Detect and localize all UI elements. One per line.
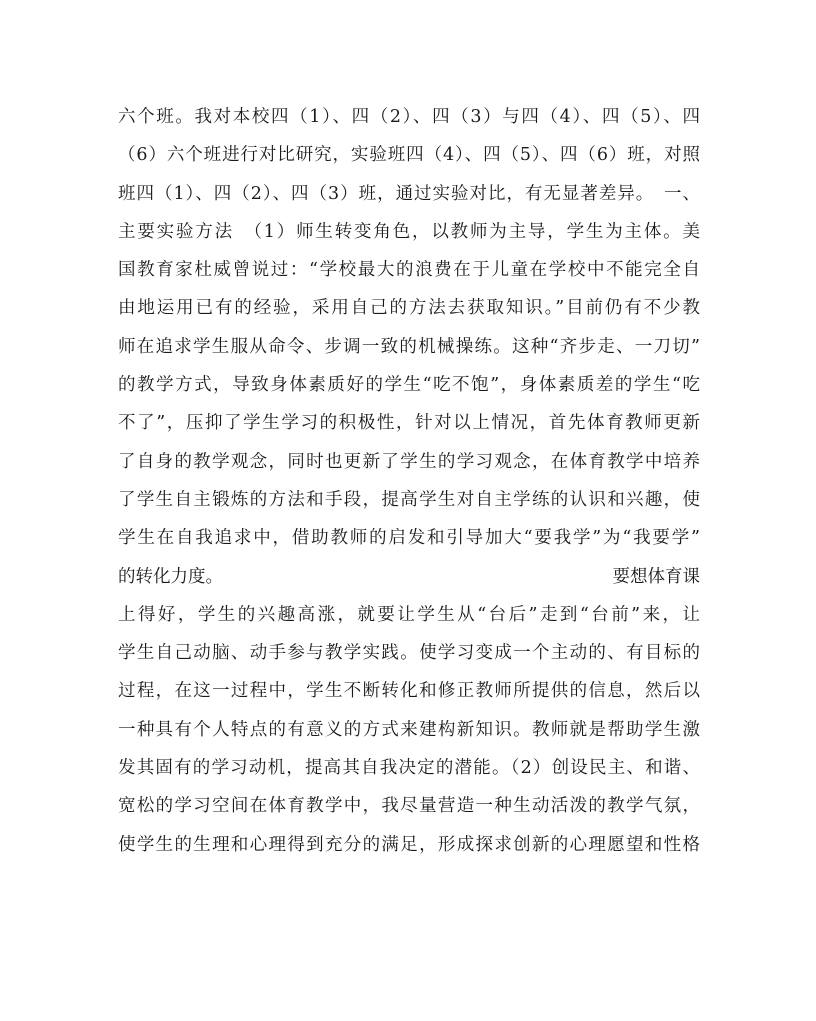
text-line: 发其固有的学习动机，提高其自我决定的潜能。（2）创设民主、和谐、 bbox=[118, 758, 700, 779]
text-line: 班四（1）、四（2）、四（3）班，通过实验对比，有无显著差异。 一、 bbox=[118, 183, 700, 204]
text-line: 上得好，学生的兴趣高涨，就要让学生从“台后”走到“台前”来，让 bbox=[118, 604, 700, 625]
text-line: 的教学方式，导致身体素质好的学生“吃不饱”，身体素质差的学生“吃 bbox=[118, 375, 700, 396]
text-line: 学生在自我追求中，借助教师的启发和引导加大“要我学”为“我要学” bbox=[118, 528, 700, 549]
text-line: 了学生自主锻炼的方法和手段，提高学生对自主学练的认识和兴趣，使 bbox=[118, 489, 700, 510]
text-line: 使学生的生理和心理得到充分的满足，形成探求创新的心理愿望和性格 bbox=[118, 834, 700, 855]
body-text bbox=[118, 98, 700, 864]
text-line: 六个班。我对本校四（1）、四（2）、四（3）与四（4）、四（5）、四 bbox=[118, 107, 700, 127]
text-line: 国教育家杜威曾说过：“学校最大的浪费在于儿童在学校中不能完全自 bbox=[118, 260, 700, 281]
split-text-line bbox=[118, 558, 700, 596]
text-line: 学生自己动脑、动手参与教学实践。使学习变成一个主动的、有目标的 bbox=[118, 643, 700, 664]
text-line: 不了”，压抑了学生学习的积极性，针对以上情况，首先体育教师更新 bbox=[118, 413, 700, 434]
text-line: 师在追求学生服从命令、步调一致的机械操练。这种“齐步走、一刀切” bbox=[118, 336, 700, 357]
text-line: 一种具有个人特点的有意义的方式来建构新知识。教师就是帮助学生激 bbox=[118, 719, 700, 740]
split-line-left: 的转化力度。 bbox=[118, 566, 223, 587]
text-line: （6）六个班进行对比研究，实验班四（4）、四（5）、四（6）班，对照 bbox=[118, 145, 700, 166]
text-line: 主要实验方法 （1）师生转变角色，以教师为主导，学生为主体。美 bbox=[118, 221, 700, 242]
text-line: 过程，在这一过程中，学生不断转化和修正教师所提供的信息，然后以 bbox=[118, 681, 700, 702]
split-line-right: 要想体育课 bbox=[612, 566, 700, 587]
text-line: 了自身的教学观念，同时也更新了学生的学习观念，在体育教学中培养 bbox=[118, 451, 700, 472]
text-line: 由地运用已有的经验，采用自己的方法去获取知识。”目前仍有不少教 bbox=[118, 298, 700, 319]
text-line: 宽松的学习空间在体育教学中，我尽量营造一种生动活泼的教学气氛， bbox=[118, 796, 700, 817]
